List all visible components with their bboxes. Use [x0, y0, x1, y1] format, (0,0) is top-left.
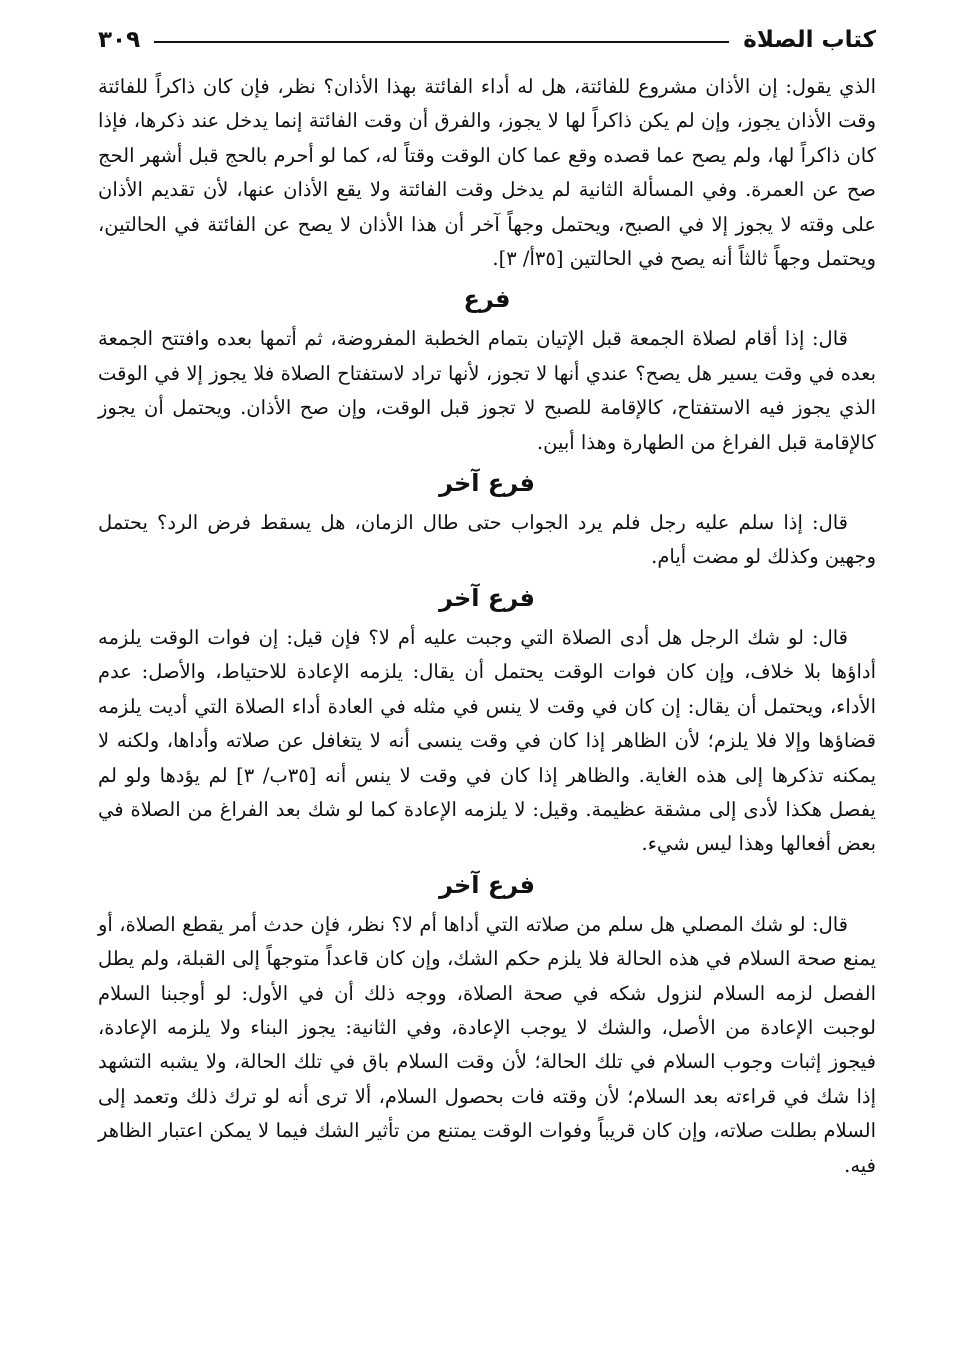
paragraph-doubt-prayer: قال: لو شك الرجل هل أدى الصلاة التي وجبت عليه أم لا؟ فإن قيل: إن فوات الوقت يلزمه أداؤها بلا خلاف، وإن كان فوات الوقت يحتمل أن يقال: يلزمه الإعادة للاحتياط، والأصل: عدم الأداء، ويحتمل أن يقال: إن كان في وقت لا ينس في مثله في العادة أداء الصلاة التي أديت يلزمه قضاؤها وإلا فلا يلزم؛ لأن الظاهر إذا كان في وقت ينسى أنه لا يتغافل عن صلاته وأداها، ولكنه لا يمكنه تذكرها إلى هذه الغاية. والظاهر إذا كان في وقت لا ينس أنه [٣٥ب/ ٣] لم يؤدها ولو لم يفصل هكذا لأدى إلى مشقة عظيمة. وقيل: لا يلزمه الإعادة كما لو شك بعد الفراغ من الصلاة في بعض أفعالها وهذا ليس شيء. [98, 625, 876, 856]
page-number: ٣٠٩ [98, 27, 141, 53]
section-heading-far-akhar-3: فرع آخر [439, 870, 535, 899]
section-heading-far-akhar-2: فرع آخر [439, 583, 535, 612]
paragraph-salam-reply: قال: إذا سلم عليه رجل فلم يرد الجواب حتى طال الزمان، هل يسقط فرض الرد؟ يحتمل وجهين وكذلك لو مضت أيام. [98, 511, 876, 569]
paragraph-doubt-salam: قال: لو شك المصلي هل سلم من صلاته التي أداها أم لا؟ نظر، فإن حدث أمر يقطع الصلاة، أو يمنع صحة السلام في هذه الحالة فلا يلزم حكم الشك، وإن كان قاعداً متوجهاً إلى القبلة، ولم يطل الفصل لزمه السلام لنزول شكه في صحة الصلاة، ووجه ذلك أن في الأول: لو أوجبنا السلام لوجبت الإعادة من الأصل، والشك لا يوجب الإعادة، وفي الثانية: يجوز البناء ولا يلزمه الإعادة، فيجوز إثبات وجوب السلام في تلك الحالة؛ لأن وقت السلام باق في تلك الحالة، ولا يشبه التشهد إذا شك في قراءته بعد السلام؛ لأن وقته فات بحصول السلام، ألا ترى أنه لو ترك ذلك وتعمد إلى السلام بطلت صلاته، وإن كان قريباً وفوات الوقت يمتنع من تأثير الشك فيما لا يمكن اعتبار الظاهر فيه. [98, 912, 876, 1177]
section-heading-far: فرع [463, 285, 511, 314]
running-header [98, 18, 876, 62]
paragraph-jumua: قال: إذا أقام لصلاة الجمعة قبل الإتيان بتمام الخطبة المفروضة، ثم أتمها بعده وافتتح الجمعة بعده في وقت يسير هل يصح؟ عندي أنها لا تجوز، لأنها تراد لاستفتاح الصلاة فلا يجوز إلا في الوقت الذي يجوز فيه الاستفتاح، كالإقامة للصبح لا تجوز قبل الوقت، وإن صح الأذان. ويحتمل أن يجوز كالإقامة قبل الفراغ من الطهارة وهذا أبين. [98, 327, 876, 454]
book-title: كتاب الصلاة [743, 27, 876, 53]
opening-paragraph: الذي يقول: إن الأذان مشروع للفائتة، هل له أداء الفائتة بهذا الأذان؟ نظر، فإن كان ذاكراً للفائتة وقت الأذان يجوز، وإن لم يكن ذاكراً لها لا يجوز، والفرق أن وقت الفائتة إنما يدخل عند ذكرها، فإذا كان ذاكراً لها، ولم يصح عما قصده وقع عما كان الوقت وقتاً له، كما لو أحرم بالحج قبل أشهر الحج صح عن العمرة. وفي المسألة الثانية لم يدخل وقت الفائتة ولا يقع الأذان عنها، لأن تقديم الأذان على وقته لا يجوز إلا في الصبح، ويحتمل وجهاً آخر أن هذا الأذان لا يصح عن الفائتة في الحالتين، ويحتمل وجهاً ثالثاً أنه يصح في الحالتين [٣٥أ/ ٣]. [98, 75, 876, 271]
section-heading-far-akhar-1: فرع آخر [439, 469, 535, 498]
header-rule [154, 41, 729, 43]
book-page [98, 18, 876, 1348]
